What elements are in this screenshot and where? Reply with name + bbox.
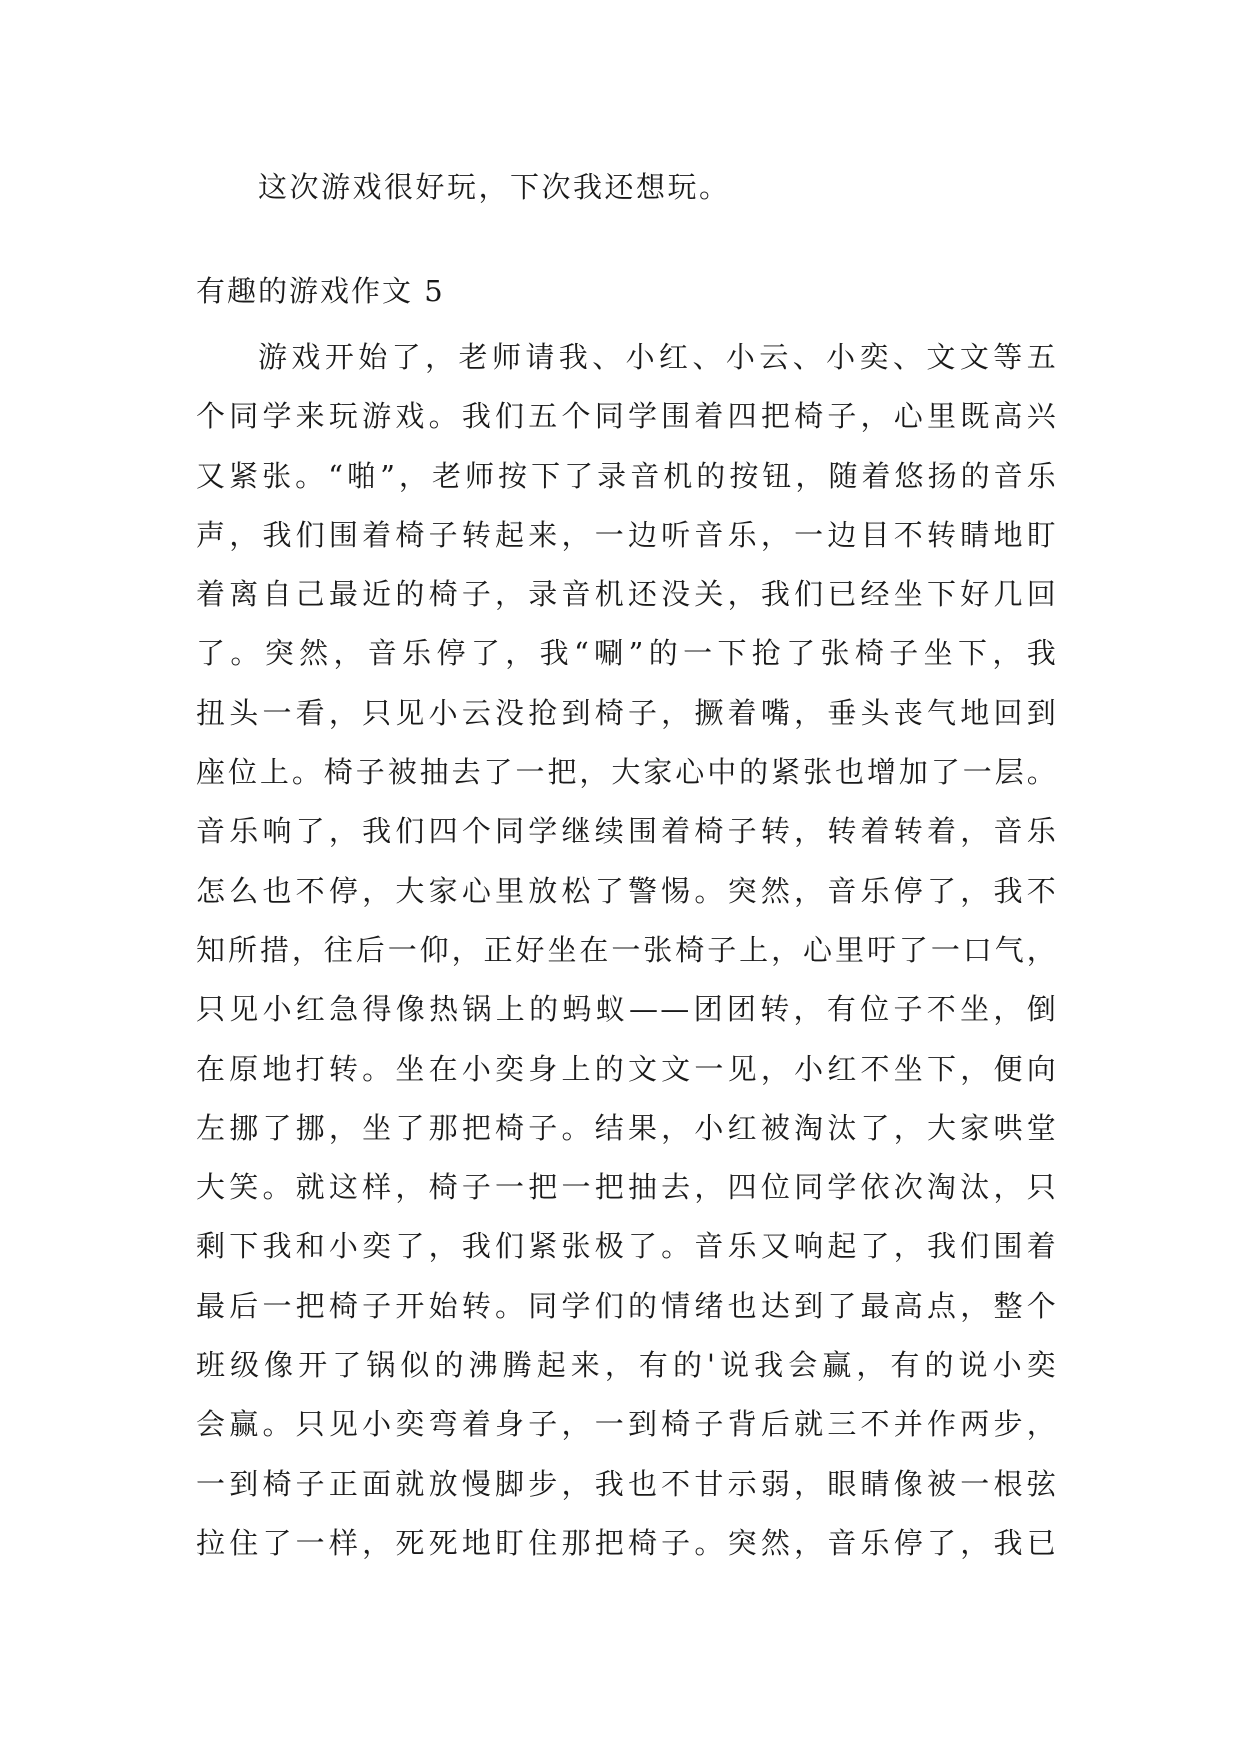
body-line: 声，我们围着椅子转起来，一边听音乐，一边目不转睛地盯: [196, 517, 1058, 552]
body-line: 了。突然，音乐停了，我“唰”的一下抢了张椅子坐下，我: [196, 636, 1058, 671]
body-line: 音乐响了，我们四个同学继续围着椅子转，转着转着，音乐: [196, 814, 1058, 849]
body-line: 知所措，往后一仰，正好坐在一张椅子上，心里吁了一口气，: [196, 932, 1058, 967]
body-line: 在原地打转。坐在小奕身上的文文一见，小红不坐下，便向: [196, 1051, 1058, 1086]
body-line: 游戏开始了，老师请我、小红、小云、小奕、文文等五: [258, 340, 1058, 374]
body-line: 又紧张。“啪”，老师按下了录音机的按钮，随着悠扬的音乐: [196, 458, 1058, 493]
section-heading: 有趣的游戏作文 5: [196, 274, 445, 308]
body-line: 一到椅子正面就放慢脚步，我也不甘示弱，眼睛像被一根弦: [196, 1466, 1058, 1501]
body-line: 个同学来玩游戏。我们五个同学围着四把椅子，心里既高兴: [196, 399, 1058, 434]
body-line: 剩下我和小奕了，我们紧张极了。音乐又响起了，我们围着: [196, 1229, 1058, 1264]
body-line: 扭头一看，只见小云没抢到椅子，撅着嘴，垂头丧气地回到: [196, 695, 1058, 730]
body-line: 班级像开了锅似的沸腾起来，有的'说我会赢，有的说小奕: [196, 1348, 1058, 1383]
body-line: 最后一把椅子开始转。同学们的情绪也达到了最高点，整个: [196, 1288, 1058, 1323]
body-line: 着离自己最近的椅子，录音机还没关，我们已经坐下好几回: [196, 577, 1058, 612]
body-line: 大笑。就这样，椅子一把一把抽去，四位同学依次淘汰，只: [196, 1170, 1058, 1205]
body-line: 怎么也不停，大家心里放松了警惕。突然，音乐停了，我不: [196, 873, 1058, 908]
body-line: 座位上。椅子被抽去了一把，大家心中的紧张也增加了一层。: [196, 755, 1058, 790]
closing-paragraph: 这次游戏很好玩，下次我还想玩。: [258, 170, 731, 204]
essay-body: [196, 328, 1058, 1573]
body-line: 拉住了一样，死死地盯住那把椅子。突然，音乐停了，我已: [196, 1525, 1058, 1560]
body-line: 会赢。只见小奕弯着身子，一到椅子背后就三不并作两步，: [196, 1407, 1058, 1442]
body-line: 左挪了挪，坐了那把椅子。结果，小红被淘汰了，大家哄堂: [196, 1110, 1058, 1145]
body-line: 只见小红急得像热锅上的蚂蚁——团团转，有位子不坐，倒: [196, 992, 1058, 1027]
